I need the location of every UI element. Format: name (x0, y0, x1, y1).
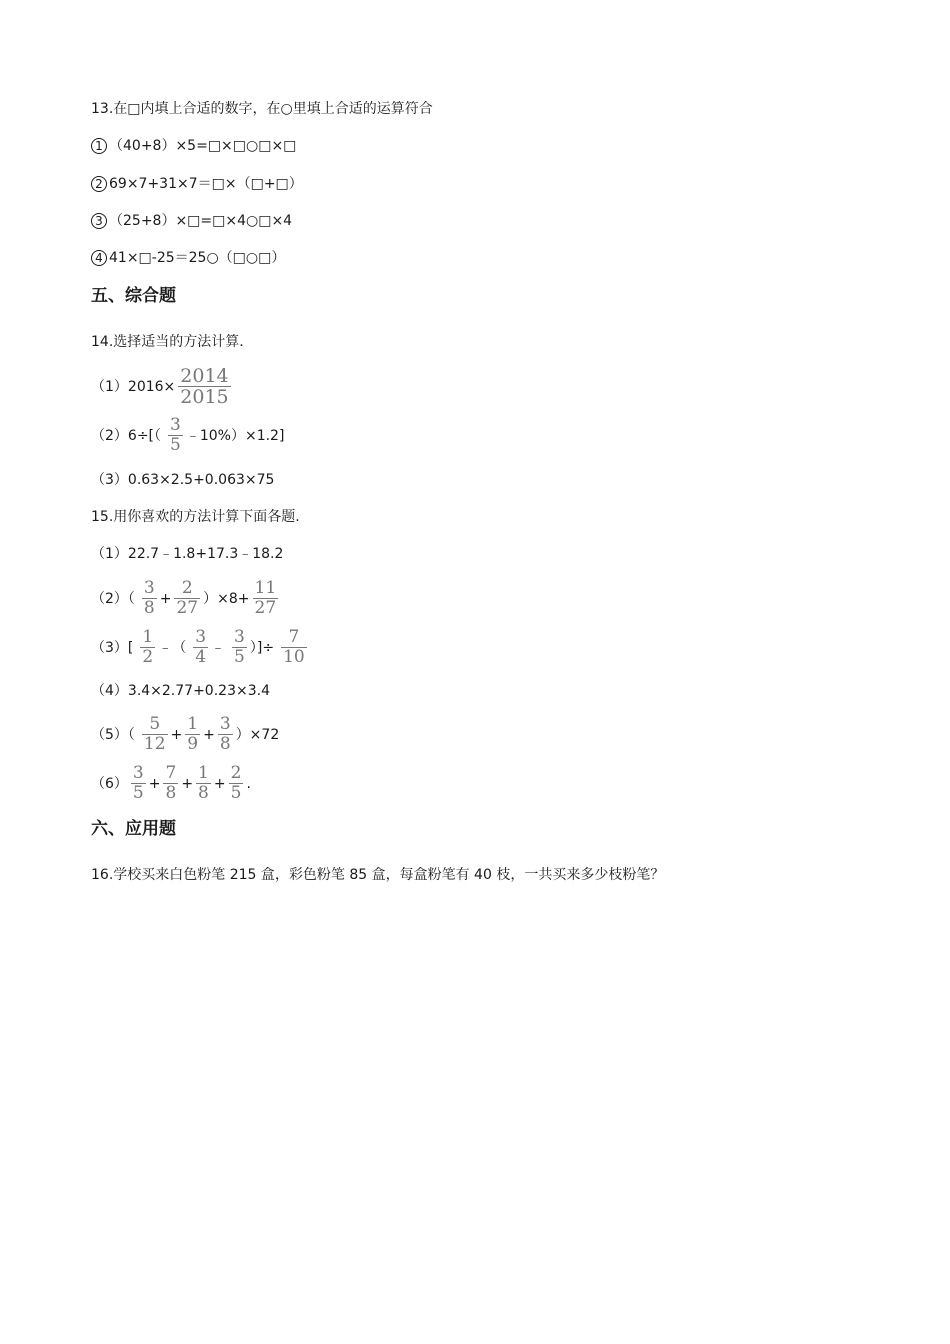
q13-item-3-text: （25+8）×□=□×4○□×4 (109, 213, 293, 229)
denominator: 8 (143, 598, 155, 618)
q15-part-2-label: （2）（ (91, 590, 135, 607)
operator: ﹣ (211, 639, 226, 656)
circled-number: 3 (91, 213, 107, 229)
denominator: 10 (283, 647, 305, 667)
denominator: 2 (142, 647, 154, 667)
fraction (140, 629, 155, 666)
q15-part-2 (91, 580, 281, 617)
denominator: 8 (198, 783, 209, 803)
fraction (142, 716, 168, 753)
operator: + (181, 775, 194, 792)
q15-part-5-label: （5）（ (91, 726, 135, 743)
denominator: 27 (176, 598, 199, 618)
fraction (168, 417, 183, 454)
numerator: 3 (195, 627, 207, 647)
q15-part-3-label: （3）[ (91, 639, 134, 656)
denominator: 8 (165, 783, 177, 803)
fraction (178, 367, 230, 406)
fraction (174, 580, 200, 617)
fraction (193, 629, 208, 666)
denominator: 5 (132, 783, 144, 803)
numerator: 5 (149, 714, 161, 734)
q13-item-4-text: 41×□-25＝25○（□○□） (109, 250, 286, 266)
q15-part-5 (91, 716, 279, 753)
numerator: 2 (230, 763, 242, 783)
denominator: 5 (170, 435, 181, 455)
operator: + (170, 726, 183, 743)
numerator: 3 (234, 627, 245, 647)
fraction (232, 629, 247, 666)
q15-part-6-label: （6） (91, 775, 128, 792)
fraction (131, 765, 146, 802)
q14-part-3: （3）0.63×2.5+0.063×75 (91, 472, 275, 488)
fraction (185, 716, 200, 753)
numerator: 1 (142, 627, 154, 647)
fraction (229, 765, 244, 802)
q15-part-4: （4）3.4×2.77+0.23×3.4 (91, 683, 270, 699)
operator: + (203, 726, 215, 743)
denominator: 4 (195, 647, 207, 667)
operator: + (148, 775, 161, 792)
denominator: 12 (143, 734, 166, 754)
circled-number: 4 (91, 250, 107, 266)
denominator: 27 (254, 598, 277, 618)
numerator: 2 (181, 578, 193, 598)
q13-item-3 (91, 211, 292, 231)
q15-part-2-mid: ）×8+ (203, 590, 250, 607)
section-heading-5: 五、综合题 (91, 286, 176, 306)
numerator: 1 (198, 763, 209, 783)
q15-title: 15.用你喜欢的方法计算下面各题. (91, 509, 300, 525)
numerator: 7 (288, 627, 300, 647)
operator: + (213, 775, 226, 792)
fraction (253, 580, 279, 617)
fraction (163, 765, 178, 802)
numerator: 3 (219, 714, 231, 734)
q15-part-6-tail: . (246, 775, 251, 792)
q13-item-1 (91, 136, 296, 156)
q15-part-6 (91, 765, 251, 802)
numerator: 2014 (180, 365, 229, 387)
denominator: 9 (187, 734, 199, 754)
numerator: 7 (165, 763, 177, 783)
q13-title: 13.在□内填上合适的数字，在○里填上合适的运算符合 (91, 101, 433, 117)
q13-item-4 (91, 248, 285, 268)
numerator: 3 (132, 763, 144, 783)
q13-item-2-text: 69×7+31×7＝□×（□+□） (109, 176, 303, 192)
section-heading-6: 六、应用题 (91, 819, 176, 839)
fraction (281, 629, 307, 666)
fraction (142, 580, 157, 617)
q13-item-2 (91, 174, 303, 194)
denominator: 5 (230, 783, 242, 803)
operator: + (159, 590, 172, 607)
fraction (218, 716, 233, 753)
numerator: 1 (187, 714, 199, 734)
q14-title: 14.选择适当的方法计算. (91, 334, 244, 350)
denominator: 5 (234, 647, 245, 667)
numerator: 3 (143, 578, 155, 598)
numerator: 3 (170, 415, 181, 435)
circled-number: 2 (91, 176, 107, 192)
denominator: 2015 (180, 386, 229, 408)
q13-item-1-text: （40+8）×5=□×□○□×□ (109, 138, 297, 154)
numerator: 11 (254, 578, 277, 598)
q15-part-3 (91, 629, 310, 666)
q14-part-2 (91, 417, 284, 454)
q14-part-2-after: ﹣10%）×1.2] (185, 427, 285, 444)
q15-part-3-mid: ）]÷ (249, 639, 275, 656)
q14-part-1 (91, 367, 234, 406)
q15-part-1: （1）22.7﹣1.8+17.3﹣18.2 (91, 546, 284, 562)
circled-number: 1 (91, 138, 107, 154)
operator: ﹣（ (158, 639, 187, 656)
fraction (196, 765, 211, 802)
q14-part-1-label: （1）2016× (91, 378, 176, 395)
q15-part-5-tail: ）×72 (235, 726, 280, 743)
q16-text: 16.学校买来白色粉笔 215 盒，彩色粉笔 85 盒，每盒粉笔有 40 枝，一共买来多少枝粉笔？ (91, 867, 665, 883)
denominator: 8 (219, 734, 231, 754)
q14-part-2-label: （2）6÷[（ (91, 427, 162, 444)
